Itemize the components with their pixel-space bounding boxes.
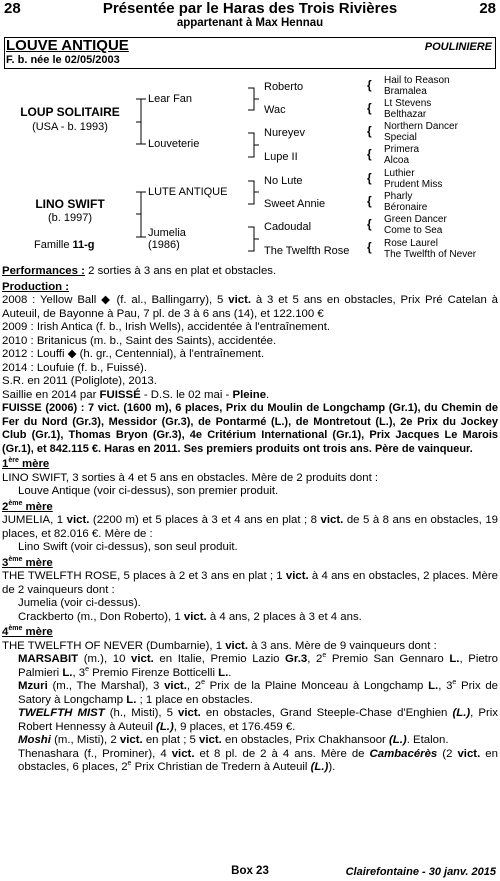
mere3-line3: Crackberto (m., Don Roberto), 1 vict. à 4 ans, 2 places à 3 et 4 ans. <box>18 610 362 623</box>
gen4-1: Hail to Reason <box>384 75 450 86</box>
svg-text:{: { <box>367 217 372 231</box>
gen4-13: Green Dancer <box>384 214 447 225</box>
gen3-3: Nureyev <box>264 127 305 139</box>
gen4-14: Come to Sea <box>384 225 443 236</box>
gen3-6: Sweet Annie <box>264 198 326 210</box>
gen3-2: Wac <box>264 104 286 116</box>
page-title: Présentée par le Haras des Trois Rivières <box>102 0 398 17</box>
catalogue-body <box>2 265 498 775</box>
gen2-dam-dam-year: (1986) <box>148 239 180 251</box>
production-2010: 2010 : Britanicus (m. b., Saint des Saints), accidentée. <box>2 334 277 347</box>
gen4-2: Bramalea <box>384 86 427 97</box>
mere2-heading: 2ème mère <box>2 499 53 513</box>
production-saillie: Saillie en 2014 par FUISSÉ - D.S. le 02 mai - Pleine. <box>2 388 270 401</box>
mere3-para: THE TWELFTH ROSE, 5 places à 2 et 3 ans en plat ; 1 vict. à 4 ans en obstacles, 2 places. Mère de 2 vainqueurs dont : <box>2 570 499 596</box>
sire-info: (USA - b. 1993) <box>32 121 108 133</box>
svg-text:{: { <box>367 124 372 138</box>
sire-name: LOUP SOLITAIRE <box>20 105 120 119</box>
footer-box: Box 23 <box>231 865 269 877</box>
production-2008: 2008 : Yellow Ball ◆ (f. al., Ballingarry), 5 vict. à 3 et 5 ans en obstacles, Prix Pré Catelan à Auteuil, de Bayonne à Pau, 7 pl. de 3 à 6 ans (14), et 122.100 € <box>2 294 499 320</box>
production-2009: 2009 : Irish Antica (f. b., Irish Wells), accidentée à l'entraînement. <box>2 321 331 333</box>
mere3-heading: 3ème mère <box>2 555 53 569</box>
gen2-dam-sire: LUTE ANTIQUE <box>148 186 228 198</box>
mere4-twelfth-mist: TWELFTH MIST (h., Misti), 5 vict. en obstacles, Grand Steeple-Chase d'Enghien (L.), Prix Robert Hennessy à Auteuil (L.), 9 places, et 176.459 €. <box>18 707 498 733</box>
diamond-icon: ◆ <box>101 294 112 306</box>
gen4-9: Luthier <box>384 168 415 179</box>
production-sr: S.R. en 2011 (Poliglote), 2013. <box>2 375 157 387</box>
gen4-8: Alcoa <box>384 155 410 166</box>
gen4-4: Belthazar <box>384 109 427 120</box>
gen4-11: Pharly <box>384 191 413 202</box>
gen3-8: The Twelfth Rose <box>264 245 350 257</box>
gen4-3: Lt Stevens <box>384 98 432 109</box>
gen4-6: Special <box>384 132 417 143</box>
horse-name: LOUVE ANTIQUE <box>6 37 129 54</box>
performances: Performances : 2 sorties à 3 ans en plat et obstacles. <box>2 265 277 277</box>
gen2-dam-dam: Jumelia <box>148 227 186 239</box>
gen4-16: The Twelfth of Never <box>384 249 477 260</box>
gen4-5: Northern Dancer <box>384 121 458 132</box>
family: Famille 11-g <box>34 239 95 251</box>
production-2012: 2012 : Louffi ◆ (h. gr., Centennial), à l'entraînement. <box>2 348 265 360</box>
mere4-moshi: Moshi (m., Misti), 2 vict. en plat ; 5 vict. en obstacles, Prix Chakhansoor (L.). Etalon. <box>18 734 449 746</box>
mere4-para: THE TWELFTH OF NEVER (Dumbarnie), 1 vict. à 3 ans. Mère de 9 vainqueurs dont : <box>2 639 437 652</box>
mere2-line2: Lino Swift (voir ci-dessus), son seul produit. <box>18 541 238 553</box>
mere4-thenashara: Thenashara (f., Prominer), 4 vict. et 8 pl. de 2 à 4 ans. Mère de Cambacérès (2 vict. en obstacles, 6 places, 2e Prix Christian de Tredern à Auteuil (L.)). <box>18 747 498 773</box>
stallion-note: FUISSE (2006) : 7 vict. (1600 m), 6 places, Prix du Moulin de Longchamp (Gr.1), du Chemin de Fer du Nord (Gr.3), Messidor (Gr.3), de Pontarmé (L.), de Montretout (L.), 2e Prix du Jockey Club (Gr.1), Thomas Bryon (Gr.3), 4e Critérium International (Gr.1), Prix Jacques Le Marois (Gr.1), et 842.115 €. Haras en 2011. Ses premiers produits ont trois ans. Père de vainqueur. <box>2 402 498 455</box>
production-heading: Production : <box>2 280 70 293</box>
svg-text:{: { <box>367 171 372 185</box>
gen4-15: Rose Laurel <box>384 238 438 249</box>
gen3-5: No Lute <box>264 175 303 187</box>
dam-name: LINO SWIFT <box>35 197 105 211</box>
gen3-7: Cadoudal <box>264 221 312 233</box>
svg-text:{: { <box>367 194 372 208</box>
production-2014: 2014 : Loufuie (f. b., Fuissé). <box>2 361 147 374</box>
page-number-right: 28 <box>479 0 496 17</box>
mere2-para: JUMELIA, 1 vict. (2200 m) et 5 places à 3 et 4 ans en plat ; 8 vict. de 5 à 8 ans en obstacles, 19 places, et 82.016 €. Mère de : <box>2 514 498 540</box>
dam-info: (b. 1997) <box>47 212 93 224</box>
gen4-7: Primera <box>384 144 420 155</box>
gen4-10: Prudent Miss <box>384 179 443 190</box>
mere3-line2: Jumelia (voir ci-dessus). <box>18 597 141 609</box>
gen2-sire-sire: Lear Fan <box>148 93 193 105</box>
svg-text:{: { <box>367 101 372 115</box>
svg-text:{: { <box>367 78 372 92</box>
gen3-1: Roberto <box>264 81 304 93</box>
mere4-heading: 4ème mère <box>2 625 53 638</box>
mere1-line2: Louve Antique (voir ci-dessus), son premier produit. <box>18 485 279 497</box>
svg-text:{: { <box>367 240 372 254</box>
owner-subtitle: appartenant à Max Hennau <box>176 17 324 29</box>
footer-sale: Clairefontaine - 30 janv. 2015 <box>345 866 496 878</box>
diamond-icon: ◆ <box>67 348 77 360</box>
gen4-12: Béronaire <box>384 202 428 213</box>
mere4-marsabit: MARSABIT (m.), 10 vict. en Italie, Premio Lazio Gr.3, 2e Premio San Gennaro L., Pietro Palmieri L., 3e Premio Firenze Botticelli L.. <box>18 652 498 679</box>
mere1-heading: 1ère mère <box>2 457 50 470</box>
page-number-left: 28 <box>4 0 21 17</box>
gen2-sire-dam: Louveterie <box>148 138 200 150</box>
mere1-line1: LINO SWIFT, 3 sorties à 4 et 5 ans en obstacles. Mère de 2 produits dont : <box>2 471 379 484</box>
horse-description: F. b. née le 02/05/2003 <box>6 54 120 66</box>
mere4-mzuri: Mzuri (m., The Marshal), 3 vict., 2e Prix de la Plaine Monceau à Longchamp L., 3e Prix de Satory à Longchamp L. ; 1 place en obstacles. <box>18 679 499 706</box>
svg-text:{: { <box>367 147 372 161</box>
gen3-4: Lupe II <box>264 151 298 163</box>
horse-category: POULINIERE <box>424 41 492 53</box>
